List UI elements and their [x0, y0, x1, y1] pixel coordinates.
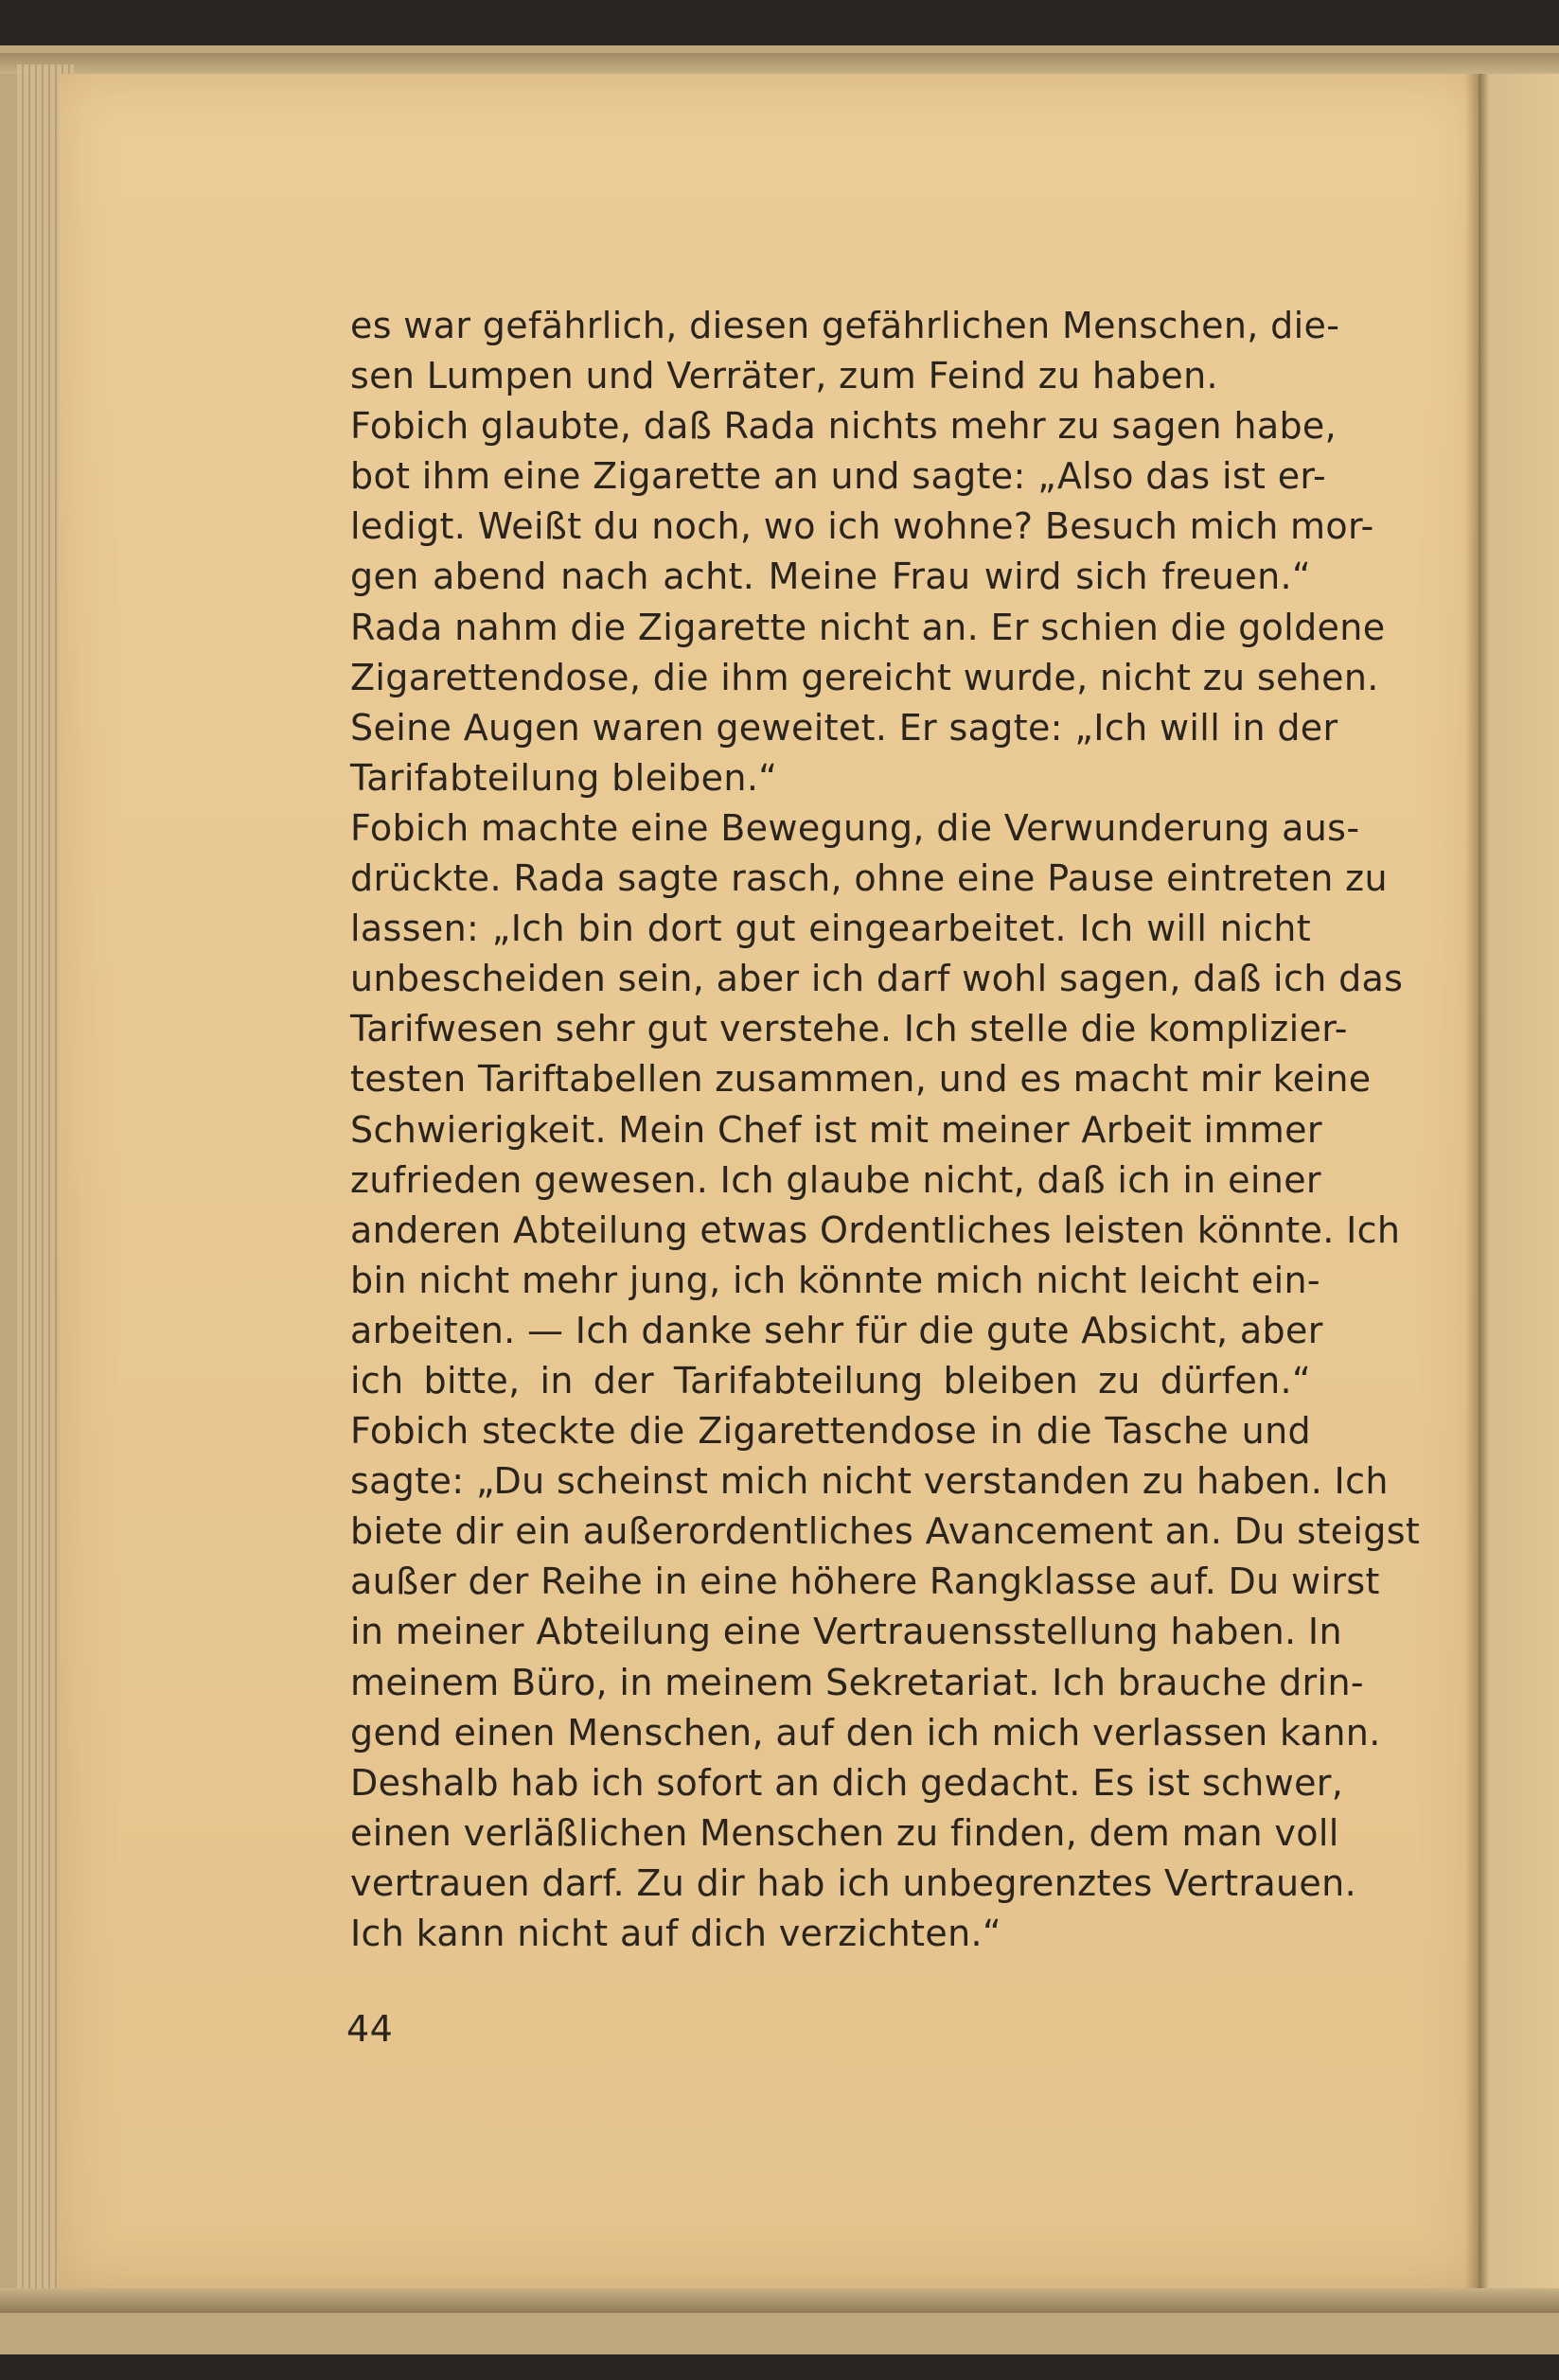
text-line: ledigt. Weißt du noch, wo ich wohne? Besuch mich mor-: [350, 505, 1374, 548]
text-line: drückte. Rada sagte rasch, ohne eine Pause eintreten zu: [350, 857, 1388, 900]
text-line: Fobich glaubte, daß Rada nichts mehr zu sagen habe,: [350, 405, 1338, 448]
facing-page-edge: [1479, 74, 1559, 2288]
text-line: bot ihm eine Zigarette an und sagte: „Also das ist er-: [350, 455, 1327, 498]
book-gutter: [1465, 74, 1488, 2288]
text-line: Tarifwesen sehr gut verstehe. Ich stelle die komplizier-: [350, 1008, 1348, 1050]
text-line: anderen Abteilung etwas Ordentliches leisten könnte. Ich: [350, 1208, 1401, 1251]
text-line: es war gefährlich, diesen gefährlichen Menschen, die-: [350, 305, 1340, 346]
text-line: biete dir ein außerordentliches Avancement an. Du steigst: [350, 1510, 1421, 1553]
text-line: unbescheiden sein, aber ich darf wohl sagen, daß ich das: [350, 958, 1404, 1000]
text-line: lassen: „Ich bin dort gut eingearbeitet. Ich will nicht: [350, 908, 1311, 950]
text-line: Tarifabteilung bleiben.“: [350, 756, 778, 799]
text-line: ich bitte, in der Tarifabteilung bleiben zu dürfen.“: [350, 1359, 1311, 1402]
body-text: [350, 301, 1421, 1959]
text-line: Fobich steckte die Zigarettendose in die Tasche und: [350, 1410, 1311, 1453]
text-line: Ich kann nicht auf dich verzichten.“: [350, 1913, 1001, 1954]
text-line: einen verläßlichen Menschen zu finden, dem man voll: [350, 1811, 1339, 1854]
book-top-edge: [0, 53, 1559, 74]
book-bottom-edge: [0, 2288, 1559, 2313]
text-line: Schwierigkeit. Mein Chef ist mit meiner Arbeit immer: [350, 1108, 1322, 1151]
text-line: in meiner Abteilung eine Vertrauensstellung haben. In: [350, 1611, 1342, 1653]
text-line: testen Tariftabellen zusammen, und es macht mir keine: [350, 1058, 1372, 1101]
text-line: Fobich machte eine Bewegung, die Verwunderung aus-: [350, 806, 1360, 849]
text-line: sagte: „Du scheinst mich nicht verstanden zu haben. Ich: [350, 1460, 1389, 1503]
text-line: Rada nahm die Zigarette nicht an. Er schien die goldene: [350, 606, 1386, 648]
text-line: vertrauen darf. Zu dir hab ich unbegrenztes Vertrauen.: [350, 1861, 1357, 1904]
text-line: gend einen Menschen, auf den ich mich verlassen kann.: [350, 1711, 1381, 1754]
text-line: bin nicht mehr jung, ich könnte mich nicht leicht ein-: [350, 1259, 1320, 1301]
text-line: meinem Büro, in meinem Sekretariat. Ich brauche drin-: [350, 1661, 1364, 1703]
text-line: gen abend nach acht. Meine Frau wird sich freuen.“: [350, 555, 1311, 598]
text-line: zufrieden gewesen. Ich glaube nicht, daß ich in einer: [350, 1158, 1321, 1201]
text-line: Deshalb hab ich sofort an dich gedacht. Es ist schwer,: [350, 1761, 1344, 1804]
text-line: sen Lumpen und Verräter, zum Feind zu haben.: [350, 355, 1218, 397]
text-line: Zigarettendose, die ihm gereicht wurde, nicht zu sehen.: [350, 656, 1379, 698]
text-line: außer der Reihe in eine höhere Rangklasse auf. Du wirst: [350, 1560, 1380, 1603]
text-line: arbeiten. — Ich danke sehr für die gute Absicht, aber: [350, 1309, 1323, 1351]
text-line: Seine Augen waren geweitet. Er sagte: „Ich will in der: [350, 706, 1338, 749]
page-number: 44: [346, 2008, 394, 2050]
